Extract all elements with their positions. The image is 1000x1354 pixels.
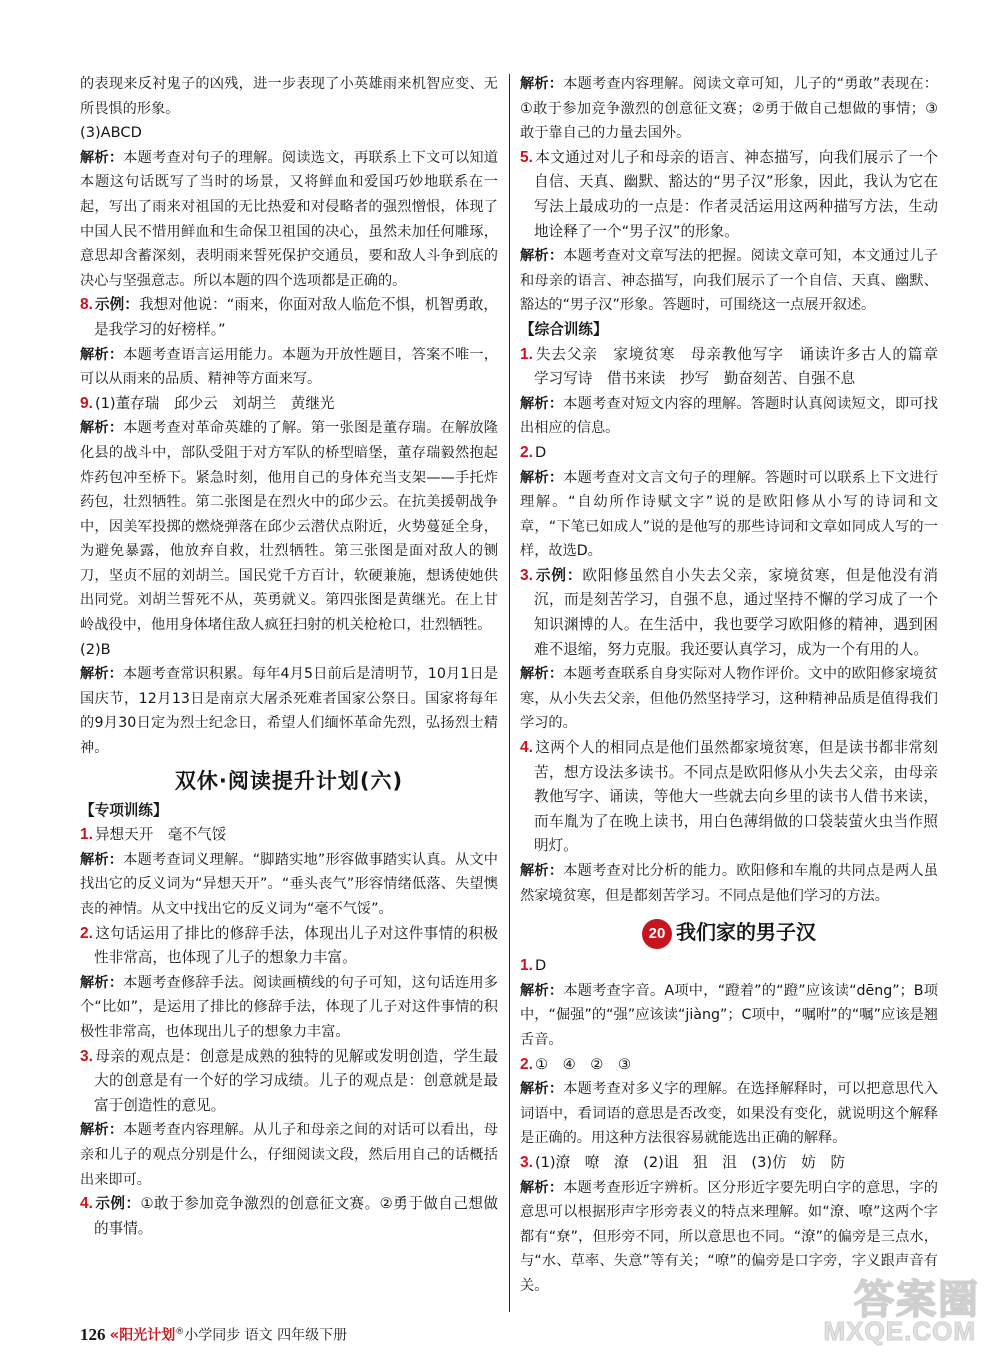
- analysis: [520, 859, 938, 908]
- question-number: 2.: [520, 443, 533, 461]
- analysis-label: 解析：: [80, 974, 124, 991]
- question-8-answer: [80, 293, 498, 342]
- analysis-label: 解析：: [80, 420, 124, 437]
- analysis-label: 解析：: [80, 346, 124, 363]
- analysis: [80, 146, 498, 294]
- watermark-url: MXQE.COM: [823, 1316, 976, 1346]
- analysis-label: 解析：: [520, 1081, 564, 1098]
- analysis: [80, 343, 498, 392]
- question-5-answer: [520, 146, 938, 244]
- lesson-heading: [520, 912, 938, 952]
- answer-text: 我想对他说：“雨来，你面对敌人临危不惧，机智勇敢，是我学习的好榜样。”: [94, 296, 498, 338]
- watermark: [790, 1268, 990, 1350]
- special-4-answer: [80, 1192, 498, 1241]
- analysis: [520, 979, 938, 1053]
- answer: (2)B: [80, 640, 111, 658]
- subsection-label: 【专项训练】: [80, 801, 168, 819]
- analysis-label: 解析：: [520, 469, 564, 486]
- analysis-text: 本题考查修辞手法。阅读画横线的句子可知，这句话连用多个“比如”，是运用了排比的修辞手法，体现了儿子对这件事情的积极性非常高，也体现出儿子的想象力丰富。: [80, 974, 498, 1040]
- answer-text: ①敢于参加竞争激烈的创意征文赛。②勇于做自己想做的事情。: [94, 1195, 498, 1237]
- special-1-answer: [80, 823, 498, 848]
- analysis-text: 本题考查内容理解。从儿子和母亲之间的对话可以看出，母亲和儿子的观点分别是什么，仔细阅读文段，然后用自己的话概括出来即可。: [80, 1122, 498, 1188]
- analysis-label: 解析：: [80, 666, 123, 683]
- book-subtitle: 小学同步 语文 四年级下册: [184, 1327, 348, 1344]
- comprehensive-4-answer: [520, 736, 938, 859]
- analysis-text: 本题考查联系自身实际对人物作评价。文中的欧阳修家境贫寒，从小失去父亲，但他仍然坚持学习，这种精神品质是值得我们学习的。: [520, 666, 938, 732]
- analysis: [80, 416, 498, 637]
- analysis-text: 本题考查对比分析的能力。欧阳修和车胤的共同点是两人虽然家境贫寒，但是都刻苦学习。不同点是他们学习的方法。: [520, 863, 938, 904]
- column-divider: [509, 74, 510, 1312]
- answer-text: 这两个人的相同点是他们虽然都家境贫寒，但是读书都非常刻苦，想方设法多读书。不同点是欧阳修从小失去父亲，由母亲教他写字、诵读，等他大一些就去向乡里的读书人借书来读，而车胤为了在晚上读书，用白色薄绢做的口袋装萤火虫当作照明灯。: [534, 739, 938, 855]
- analysis: [520, 72, 938, 146]
- question-number: 4.: [80, 1195, 93, 1213]
- analysis-label: 解析：: [520, 863, 564, 879]
- analysis: [80, 662, 498, 760]
- analysis-text: 本题考查常识积累。每年4月5日前后是清明节，10月1日是国庆节，12月13日是南京大屠杀死难者国家公祭日。国家将每年的9月30日定为烈士纪念日，希望人们缅怀革命先烈，弘扬烈士精神。: [80, 666, 498, 757]
- analysis-text: 本题考查对革命英雄的了解。第一张图是董存瑞。在解放隆化县的战斗中，部队受阻于对方军队的桥型暗堡，董存瑞毅然抱起炸药包冲至桥下。紧急时刻，他用自己的身体充当支架——手托炸药包，壮烈牺牲。第二张图是在烈火中的邱少云。在抗美援朝战争中，因美军投掷的燃烧弹落在邱少云潜伏点附近，火势蔓延全身，为避免暴露，他放弃自救，壮烈牺牲。第三张图是面对敌人的铡刀，坚贞不屈的刘胡兰。国民党千方百计，软硬兼施，想诱使她供出同党。刘胡兰誓死不从，英勇就义。第四张图是黄继光。在上甘岭战役中，他用身体堵住敌人疯狂扫射的机关枪枪口，壮烈牺牲。: [80, 420, 498, 634]
- question-number: 3.: [520, 1153, 533, 1171]
- analysis-text: 本题考查形近字辨析。区分形近字要先明白字的意思，字的意思可以根据形声字形旁表义的特点来理解。如“潦、嘹”这两个字都有“尞”，但形旁不同，所以意思也不同。“潦”的偏旁是三点水，与“水、草率、失意”等有关；“嘹”的偏旁是口字旁，字义跟声音有关。: [520, 1179, 938, 1294]
- question-number: 8.: [80, 296, 93, 314]
- answer: (3)ABCD: [80, 124, 142, 142]
- analysis-text: 本题考查对多义字的理解。在选择解释时，可以把意思代入词语中，看词语的意思是否改变，如果没有变化，就说明这个解释是正确的。用这种方法很容易就能选出正确的解释。: [520, 1081, 938, 1147]
- question-number: 1.: [520, 345, 533, 363]
- lesson-title: 我们家的男子汉: [676, 920, 816, 945]
- analysis: [520, 466, 938, 564]
- special-3-answer: [80, 1045, 498, 1119]
- registered-mark: ®: [175, 1327, 185, 1337]
- answer-text: D: [534, 957, 547, 975]
- analysis-text: 本题考查词义理解。“脚踏实地”形容做事踏实认真。从文中找出它的反义词为“异想天开”。“垂头丧气”形容情绪低落、失望懊丧的神情。从文中找出它的反义词为“毫不气馁”。: [80, 851, 498, 917]
- double-chevron-icon: «: [109, 1325, 120, 1344]
- analysis-label: 解析：: [520, 1179, 564, 1196]
- subsection-label: 【综合训练】: [520, 320, 608, 338]
- analysis-text: 本题考查内容理解。阅读文章可知，儿子的“勇敢”表现在：①敢于参加竞争激烈的创意征文赛；②勇于做自己想做的事情；③敢于靠自己的力量去国外。: [520, 76, 938, 142]
- analysis-label: 解析：: [520, 248, 564, 265]
- analysis-text: 本题考查对文言文句子的理解。答题时可以联系上下文进行理解。“自幼所作诗赋文字”说的是欧阳修从小写的诗词和文章，“下笔已如成人”说的是他写的那些诗词和文章如同成人写的一样，故选D。: [520, 469, 938, 560]
- question-number: 3.: [80, 1047, 93, 1065]
- analysis: [80, 971, 498, 1045]
- analysis-text: 本题考查语言运用能力。本题为开放性题目，答案不唯一，可以从雨来的品质、精神等方面来写。: [80, 346, 498, 388]
- analysis: [80, 1118, 498, 1192]
- question-number: 9.: [80, 394, 93, 412]
- comprehensive-3-answer: [520, 564, 938, 662]
- page-number: 126: [80, 1324, 106, 1344]
- question-number: 1.: [80, 826, 93, 844]
- special-2-answer: [80, 922, 498, 971]
- analysis-label: 解析：: [520, 395, 564, 412]
- question-number: 3.: [520, 566, 533, 584]
- question-number: 5.: [520, 148, 533, 166]
- watermark-logo-text: 答案圈: [854, 1277, 980, 1323]
- example-label: 示例：: [94, 1195, 141, 1213]
- answer-text: D: [534, 443, 547, 461]
- question-number: 1.: [520, 957, 533, 975]
- answer-text: 失去父亲 家境贫寒 母亲教他写字 诵读许多古人的篇章 学习写诗 借书来读 抄写 勤奋刻苦、自强不息: [534, 345, 953, 388]
- analysis: [520, 1077, 938, 1151]
- comprehensive-2-answer: [520, 441, 938, 466]
- analysis-label: 解析：: [520, 666, 564, 683]
- example-label: 示例：: [534, 566, 583, 584]
- analysis-label: 解析：: [520, 76, 564, 92]
- brand-name: 阳光计划: [119, 1327, 176, 1344]
- answer-text: 欧阳修虽然自小失去父亲，家境贫寒，但是他没有消沉，而是刻苦学习，自强不息，通过坚持不懈的学习成了一个知识渊博的人。在生活中，我也要学习欧阳修的精神，遇到困难不退缩，努力克服。我还要认真学习，成为一个有用的人。: [534, 566, 938, 658]
- analysis-label: 解析：: [80, 1122, 124, 1139]
- answer-text: 本文通过对儿子和母亲的语言、神态描写，向我们展示了一个自信、天真、幽默、豁达的“男子汉”形象，因此，我认为它在写法上最成功的一点是：作者灵活运用这两种描写方法，生动地诠释了一个“男子汉”的形象。: [534, 148, 938, 240]
- answer-text: 母亲的观点是：创意是成熟的独特的见解或发明创造，学生最大的创意是有一个好的学习成绩。儿子的观点是：创意就是最富于创造性的意见。: [94, 1047, 498, 1114]
- section-heading: 双休·阅读提升计划(六): [174, 768, 404, 793]
- answer-text: 这句话运用了排比的修辞手法，体现出儿子对这件事情的积极性非常高，也体现了儿子的想象力丰富。: [94, 924, 498, 967]
- analysis-label: 解析：: [80, 149, 124, 166]
- analysis-text: 本题考查对句子的理解。阅读选文，再联系上下文可以知道本题这句话既写了当时的场景，又将鲜血和爱国巧妙地联系在一起，写出了雨来对祖国的无比热爱和对侵略者的强烈憎恨，体现了中国人民不惜用鲜血和生命保卫祖国的决心，虽然未加任何雕琢，意思却含蓄深刻，表明雨来誓死保护交通员，要和敌人斗争到底的决心与坚强意志。所以本题的四个选项都是正确的。: [80, 149, 498, 289]
- analysis-text: 本题考查字音。A项中，“蹬着”的“蹬”应该读“dēng”；B项中，“倔强”的“强”应该读“jiàng”；C项中，“嘱咐”的“嘱”应该是翘舌音。: [520, 982, 938, 1048]
- analysis-text: 本题考查对文章写法的把握。阅读文章可知，本文通过儿子和母亲的语言、神态描写，向我们展示了一个自信、天真、幽默、豁达的“男子汉”形象。答题时，可围绕这一点展开叙述。: [520, 248, 938, 314]
- analysis-text: 本题考查对短文内容的理解。答题时认真阅读短文，即可找出相应的信息。: [520, 395, 938, 437]
- lesson-3-answer: [520, 1151, 938, 1176]
- lesson-1-answer: [520, 954, 938, 979]
- answer-text: (1)董存瑞 邱少云 刘胡兰 黄继光: [94, 394, 335, 412]
- left-column: [80, 72, 498, 1241]
- analysis: [520, 662, 938, 736]
- analysis: [80, 848, 498, 922]
- question-9-answer: [80, 392, 498, 417]
- analysis-label: 解析：: [80, 851, 124, 868]
- answer-text: ① ④ ② ③: [534, 1055, 632, 1073]
- analysis: [520, 244, 938, 318]
- lesson-2-answer: [520, 1053, 938, 1078]
- lesson-number-badge: 20: [642, 919, 672, 949]
- analysis-label: 解析：: [520, 982, 564, 999]
- right-column: [520, 72, 953, 1299]
- question-number: 2.: [80, 924, 93, 942]
- paragraph: 的表现来反衬鬼子的凶残，进一步表现了小英雄雨来机智应变、无所畏惧的形象。: [80, 76, 498, 117]
- page-footer: [80, 1320, 640, 1344]
- answer-text: 异想天开 毫不气馁: [94, 826, 227, 844]
- analysis: [520, 392, 938, 441]
- example-label: 示例：: [94, 296, 139, 314]
- question-number: 4.: [520, 739, 533, 757]
- answer-text: (1)潦 嘹 潦 (2)诅 狙 沮 (3)仿 妨 防: [534, 1153, 846, 1171]
- question-number: 2.: [520, 1055, 533, 1073]
- comprehensive-1-answer: [520, 343, 953, 392]
